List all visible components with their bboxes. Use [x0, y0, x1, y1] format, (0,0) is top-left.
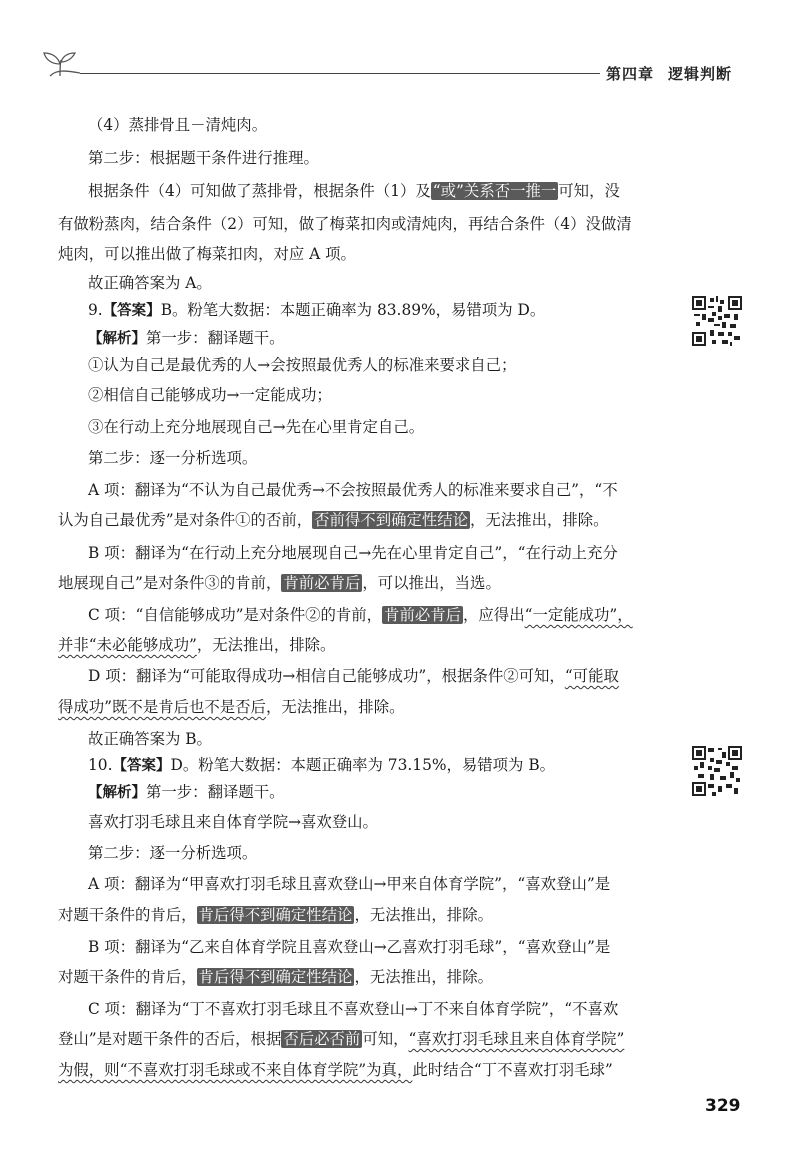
- text-line: 地展现自己”是对条件③的肯前， 肯前必肯后 ，可以推出，当选。: [58, 574, 501, 592]
- highlight-rule: 肯后得不到确定性结论: [198, 968, 353, 986]
- answer-label: 【答案】: [102, 303, 161, 319]
- text-line: C 项：翻译为“丁不喜欢打羽毛球且不喜欢登山→丁不来自体育学院”，“不喜欢: [88, 1000, 619, 1018]
- sprout-icon: [40, 50, 80, 78]
- highlight-rule: 否后必否前: [283, 1030, 361, 1048]
- text-line: 第二步：逐一分析选项。: [88, 449, 258, 467]
- text-line: 炖肉，可以推出做了梅菜扣肉，对应 A 项。: [58, 245, 356, 263]
- text-line: 喜欢打羽毛球且来自体育学院→喜欢登山。: [88, 813, 378, 831]
- wavy-underline: 得成功”既不是肯后也不是否后: [58, 698, 266, 716]
- wavy-underline: 为假，则“不喜欢打羽毛球或不来自体育学院”为真，: [58, 1061, 413, 1079]
- text-line: 为假，则“不喜欢打羽毛球或不来自体育学院”为真，此时结合“丁不喜欢打羽毛球”: [58, 1061, 613, 1079]
- header-rule: [80, 73, 600, 74]
- text-line: 第二步：逐一分析选项。: [88, 844, 258, 862]
- text-line: ②相信自己能够成功→一定能成功；: [88, 386, 332, 404]
- answer-label: 【答案】: [112, 758, 171, 774]
- text-line: 有做粉蒸肉，结合条件（2）可知，做了梅菜扣肉或清炖肉，再结合条件（4）没做清: [58, 215, 632, 233]
- text-line: A 项：翻译为“甲喜欢打羽毛球且喜欢登山→甲来自体育学院”，“喜欢登山”是: [88, 875, 611, 893]
- chapter-heading: [606, 63, 732, 84]
- text-line: ①认为自己是最优秀的人→会按照最优秀人的标准来要求自己；: [88, 356, 517, 374]
- analysis-label: 【解析】: [88, 785, 146, 801]
- analysis-label: 【解析】: [88, 331, 146, 347]
- answer-line-9: 9.【答案】B。粉笔大数据：本题正确率为 83.89%，易错项为 D。: [88, 301, 546, 319]
- wavy-underline: 并非“未必能够成功”: [58, 636, 197, 654]
- highlight-rule: 肯前必肯后: [384, 606, 462, 624]
- analysis-line-10: 【解析】第一步：翻译题干。: [88, 783, 285, 801]
- text-line: D 项：翻译为“可能取得成功→相信自己能够成功”，根据条件②可知，“可能取: [88, 667, 619, 685]
- text-line: B 项：翻译为“在行动上充分地展现自己→先在心里肯定自己”，“在行动上充分: [88, 544, 618, 562]
- text-line: A 项：翻译为“不认为自己最优秀→不会按照最优秀人的标准来要求自己”，“不: [88, 481, 618, 499]
- wavy-underline: “可能取: [564, 667, 619, 685]
- text-line: 对题干条件的肯后， 肯后得不到确定性结论 ，无法推出，排除。: [58, 968, 493, 986]
- chapter-number: 第四章: [606, 65, 655, 83]
- page-number: 329: [705, 1096, 741, 1116]
- qr-code-icon[interactable]: [692, 296, 742, 346]
- highlight-rule: “或”关系否一推一: [432, 182, 557, 200]
- wavy-underline: “喜欢打羽毛球且来自体育学院”: [408, 1030, 625, 1048]
- text-line: 故正确答案为 B。: [88, 730, 212, 748]
- text-line: C 项：“自信能够成功”是对条件②的肯前， 肯前必肯后 ，应得出“一定能成功”，: [88, 606, 633, 624]
- text-line: 对题干条件的肯后， 肯后得不到确定性结论 ，无法推出，排除。: [58, 906, 493, 924]
- highlight-rule: 肯前必肯后: [283, 574, 361, 592]
- text-line: 根据条件（4）可知做了蒸排骨，根据条件（1）及 “或”关系否一推一 可知，没: [88, 182, 620, 200]
- text-line: 认为自己最优秀”是对条件①的否前， 否前得不到确定性结论 ，无法推出，排除。: [58, 511, 609, 529]
- text-line: 得成功”既不是肯后也不是否后，无法推出，排除。: [58, 698, 405, 716]
- highlight-rule: 肯后得不到确定性结论: [198, 906, 353, 924]
- text-line: 故正确答案为 A。: [88, 274, 212, 292]
- text-line: ③在行动上充分地展现自己→先在心里肯定自己。: [88, 418, 425, 436]
- text-line: 并非“未必能够成功”，无法推出，排除。: [58, 636, 336, 654]
- text-line: 第二步：根据题干条件进行推理。: [88, 149, 319, 167]
- text-line: B 项：翻译为“乙来自体育学院且喜欢登山→乙喜欢打羽毛球”，“喜欢登山”是: [88, 938, 611, 956]
- page-header: [0, 0, 800, 100]
- text-line: 登山”是对题干条件的否后，根据 否后必否前 可知，“喜欢打羽毛球且来自体育学院”: [58, 1030, 625, 1048]
- answer-line-10: 10.【答案】D。粉笔大数据：本题正确率为 73.15%，易错项为 B。: [88, 756, 556, 774]
- qr-code-icon[interactable]: [692, 746, 742, 796]
- wavy-underline: “一定能成功”，: [524, 606, 633, 624]
- chapter-title: 逻辑判断: [668, 65, 733, 83]
- analysis-line-9: 【解析】第一步：翻译题干。: [88, 329, 285, 347]
- text-line: （4）蒸排骨且－清炖肉。: [88, 116, 268, 134]
- highlight-rule: 否前得不到确定性结论: [314, 511, 469, 529]
